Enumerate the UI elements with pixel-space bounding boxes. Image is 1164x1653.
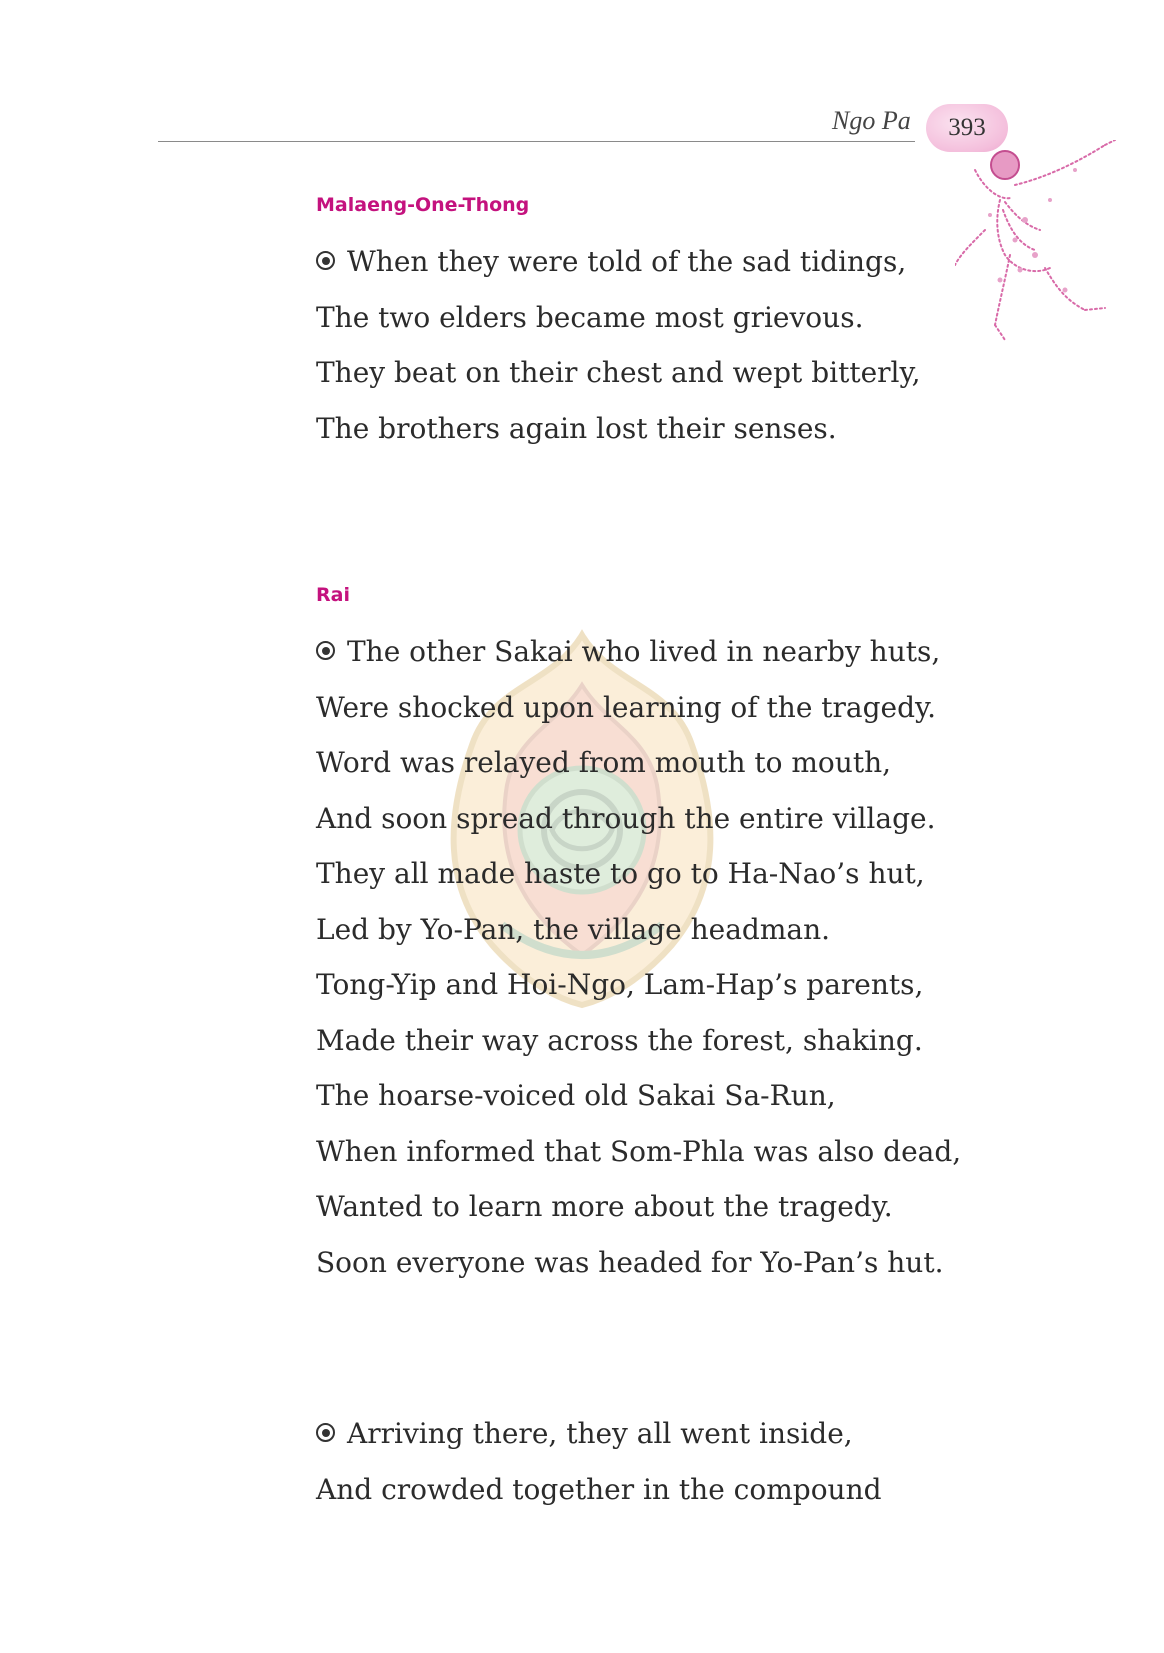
page-number-badge	[926, 104, 1008, 152]
circled-dot-bullet-icon	[316, 251, 335, 270]
verse-line: Led by Yo-Pan, the village headman.	[316, 912, 831, 946]
verse-line	[316, 1406, 882, 1462]
verse-line: Tong-Yip and Hoi-Ngo, Lam-Hap’s parents,	[316, 968, 924, 1001]
running-title: Ngo Pa	[832, 106, 911, 135]
verse-line: The brothers again lost their senses.	[316, 411, 837, 445]
verse-text: When they were told of the sad tidings,	[347, 245, 907, 278]
verse-line: Wanted to learn more about the tragedy.	[316, 1190, 893, 1223]
verse-line: Soon everyone was headed for Yo-Pan’s hut.	[316, 1245, 944, 1279]
section-heading-malaeng-one-thong: Malaeng-One-Thong	[316, 194, 530, 216]
verse-line: And soon spread through the entire village.	[316, 801, 936, 835]
page-number: 393	[948, 114, 986, 141]
header-rule	[158, 141, 915, 142]
stanza	[316, 624, 961, 1290]
verse-line: Made their way across the forest, shaking.	[316, 1023, 923, 1057]
verse-line	[316, 234, 921, 290]
dancer-figure-icon	[955, 140, 1120, 345]
stanza	[316, 234, 921, 456]
circled-dot-bullet-icon	[316, 1423, 335, 1442]
verse-line: The two elders became most grievous.	[316, 300, 864, 334]
verse-line: Were shocked upon learning of the tragedy.	[316, 690, 937, 724]
verse-line	[316, 624, 961, 680]
verse-line: They beat on their chest and wept bitterly,	[316, 356, 921, 389]
verse-line: And crowded together in the compound	[316, 1472, 882, 1506]
stanza	[316, 1406, 882, 1517]
verse-text: Arriving there, they all went inside,	[347, 1417, 853, 1450]
verse-line: They all made haste to go to Ha-Nao’s hut,	[316, 857, 925, 890]
circled-dot-bullet-icon	[316, 641, 335, 660]
verse-line: The hoarse-voiced old Sakai Sa-Run,	[316, 1079, 836, 1112]
section-heading-rai: Rai	[316, 584, 350, 606]
verse-line: Word was relayed from mouth to mouth,	[316, 746, 892, 779]
verse-text: The other Sakai who lived in nearby huts,	[347, 635, 941, 668]
verse-line: When informed that Som-Phla was also dead,	[316, 1134, 962, 1168]
